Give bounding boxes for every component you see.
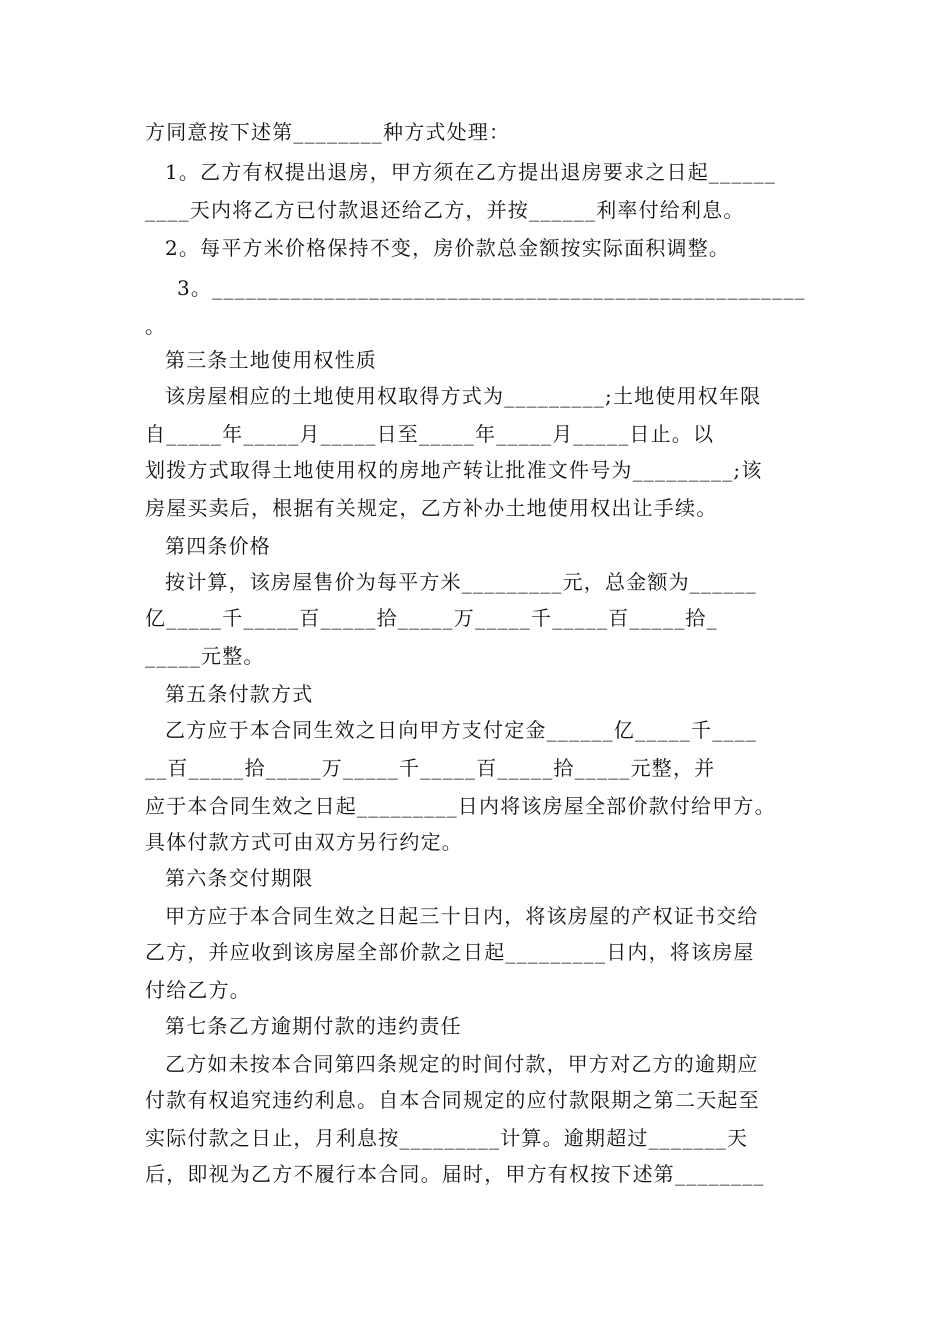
text-line: 方同意按下述第________种方式处理：	[145, 120, 511, 144]
text-line: 。	[145, 314, 167, 338]
text-line: 应于本合同生效之日起_________日内将该房屋全部价款付给甲方。	[145, 794, 776, 818]
text-line: 付给乙方。	[145, 978, 251, 1002]
text-line: __百_____拾_____万_____千_____百_____拾_____元整，并	[145, 756, 716, 780]
section-heading: 第五条付款方式	[165, 682, 314, 706]
text-line: 1。乙方有权提出退房，甲方须在乙方提出退房要求之日起______	[165, 160, 777, 184]
text-line: 后，即视为乙方不履行本合同。届时，甲方有权按下述第________	[145, 1162, 765, 1186]
text-line: 3。_____________________________________________________	[177, 276, 806, 300]
section-heading: 第三条土地使用权性质	[165, 348, 377, 372]
text-line: 房屋买卖后，根据有关规定，乙方补办土地使用权出让手续。	[145, 496, 718, 520]
text-line: 甲方应于本合同生效之日起三十日内，将该房屋的产权证书交给	[165, 904, 759, 928]
text-line: 自_____年_____月_____日至_____年_____月_____日止。以	[145, 422, 715, 446]
text-line: ____天内将乙方已付款退还给乙方，并按______利率付给利息。	[145, 198, 745, 222]
text-line: 乙方如未按本合同第四条规定的时间付款，甲方对乙方的逾期应	[165, 1052, 759, 1076]
text-line: 2。每平方米价格保持不变，房价款总金额按实际面积调整。	[165, 236, 731, 260]
text-line: 划拨方式取得土地使用权的房地产转让批准文件号为_________;该	[145, 458, 763, 482]
section-heading: 第七条乙方逾期付款的违约责任	[165, 1014, 462, 1038]
text-line: 实际付款之日止，月利息按_________计算。逾期超过_______天	[145, 1126, 749, 1150]
text-line: 按计算，该房屋售价为每平方米_________元，总金额为______	[165, 570, 757, 594]
text-line: _____元整。	[145, 644, 265, 668]
text-line: 亿_____千_____百_____拾_____万_____千_____百_____拾_	[145, 606, 718, 630]
text-line: 乙方应于本合同生效之日向甲方支付定金______亿_____千____	[165, 718, 757, 742]
text-line: 付款有权追究违约利息。自本合同规定的应付款限期之第二天起至	[145, 1088, 760, 1112]
section-heading: 第六条交付期限	[165, 866, 314, 890]
text-line: 该房屋相应的土地使用权取得方式为_________;土地使用权年限	[165, 384, 762, 408]
text-line: 具体付款方式可由双方另行约定。	[145, 830, 463, 854]
section-heading: 第四条价格	[165, 534, 271, 558]
text-line: 乙方，并应收到该房屋全部价款之日起_________日内，将该房屋	[145, 940, 755, 964]
